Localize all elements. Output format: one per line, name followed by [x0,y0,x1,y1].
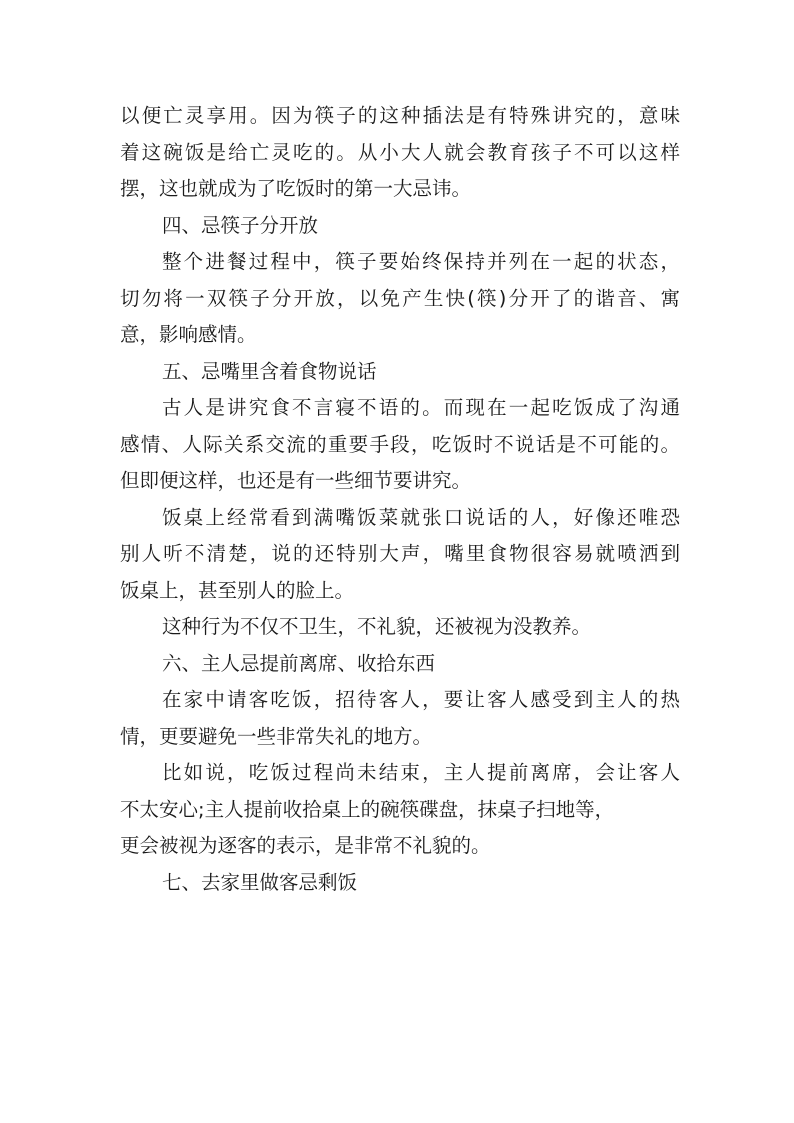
text-line: 别人听不清楚，说的还特别大声，嘴里食物很容易就喷洒到 [120,542,680,565]
section-heading [120,354,680,391]
paragraph [120,682,680,755]
paragraph [120,755,680,865]
section-heading [120,646,680,683]
text-line: 这种行为不仅不卫生，不礼貌，还被视为没教养。 [162,615,592,638]
section-heading [120,865,680,902]
heading-text: 四、忌筷子分开放 [162,213,319,237]
paragraph [120,98,680,208]
text-line: 感情、人际关系交流的重要手段，吃饭时不说话是不可能的。 [120,432,680,456]
text-line: 情，更要避免一些非常失礼的地方。 [120,724,433,748]
heading-text: 六、主人忌提前离席、收拾东西 [162,651,436,675]
paragraph [120,500,680,610]
text-line: 古人是讲究食不言寝不语的。而现在一起吃饭成了沟通 [162,396,680,419]
text-line: 比如说，吃饭过程尚未结束，主人提前离席，会让客人 [162,761,680,784]
paragraph [120,609,680,646]
section-heading [120,208,680,245]
text-line: 以便亡灵享用。因为筷子的这种插法是有特殊讲究的，意味 [120,104,680,127]
text-line: 摆，这也就成为了吃饭时的第一大忌讳。 [120,177,472,200]
text-line: 更会被视为逐客的表示，是非常不礼貌的。 [120,834,491,857]
text-line: 意，影响感情。 [120,323,257,346]
paragraph [120,244,680,354]
text-line: 不太安心;主人提前收拾桌上的碗筷碟盘，抹桌子扫地等， [120,797,615,821]
text-line: 切勿将一双筷子分开放，以免产生快(筷)分开了的谐音、寓 [120,286,680,310]
text-line: 饭桌上经常看到满嘴饭菜就张口说话的人，好像还唯恐 [162,505,680,529]
heading-text: 五、忌嘴里含着食物说话 [162,359,377,383]
text-line: 整个进餐过程中，筷子要始终保持并列在一起的状态， [162,250,680,273]
text-line: 饭桌上，甚至别人的脸上。 [120,578,355,602]
heading-text: 七、去家里做客忌剩饭 [162,870,358,894]
document-body [120,98,680,901]
text-line: 着这碗饭是给亡灵吃的。从小大人就会教育孩子不可以这样 [120,140,680,164]
text-line: 在家中请客吃饭，招待客人，要让客人感受到主人的热 [162,688,680,711]
paragraph [120,390,680,500]
text-line: 但即便这样，也还是有一些细节要讲究。 [120,469,472,492]
